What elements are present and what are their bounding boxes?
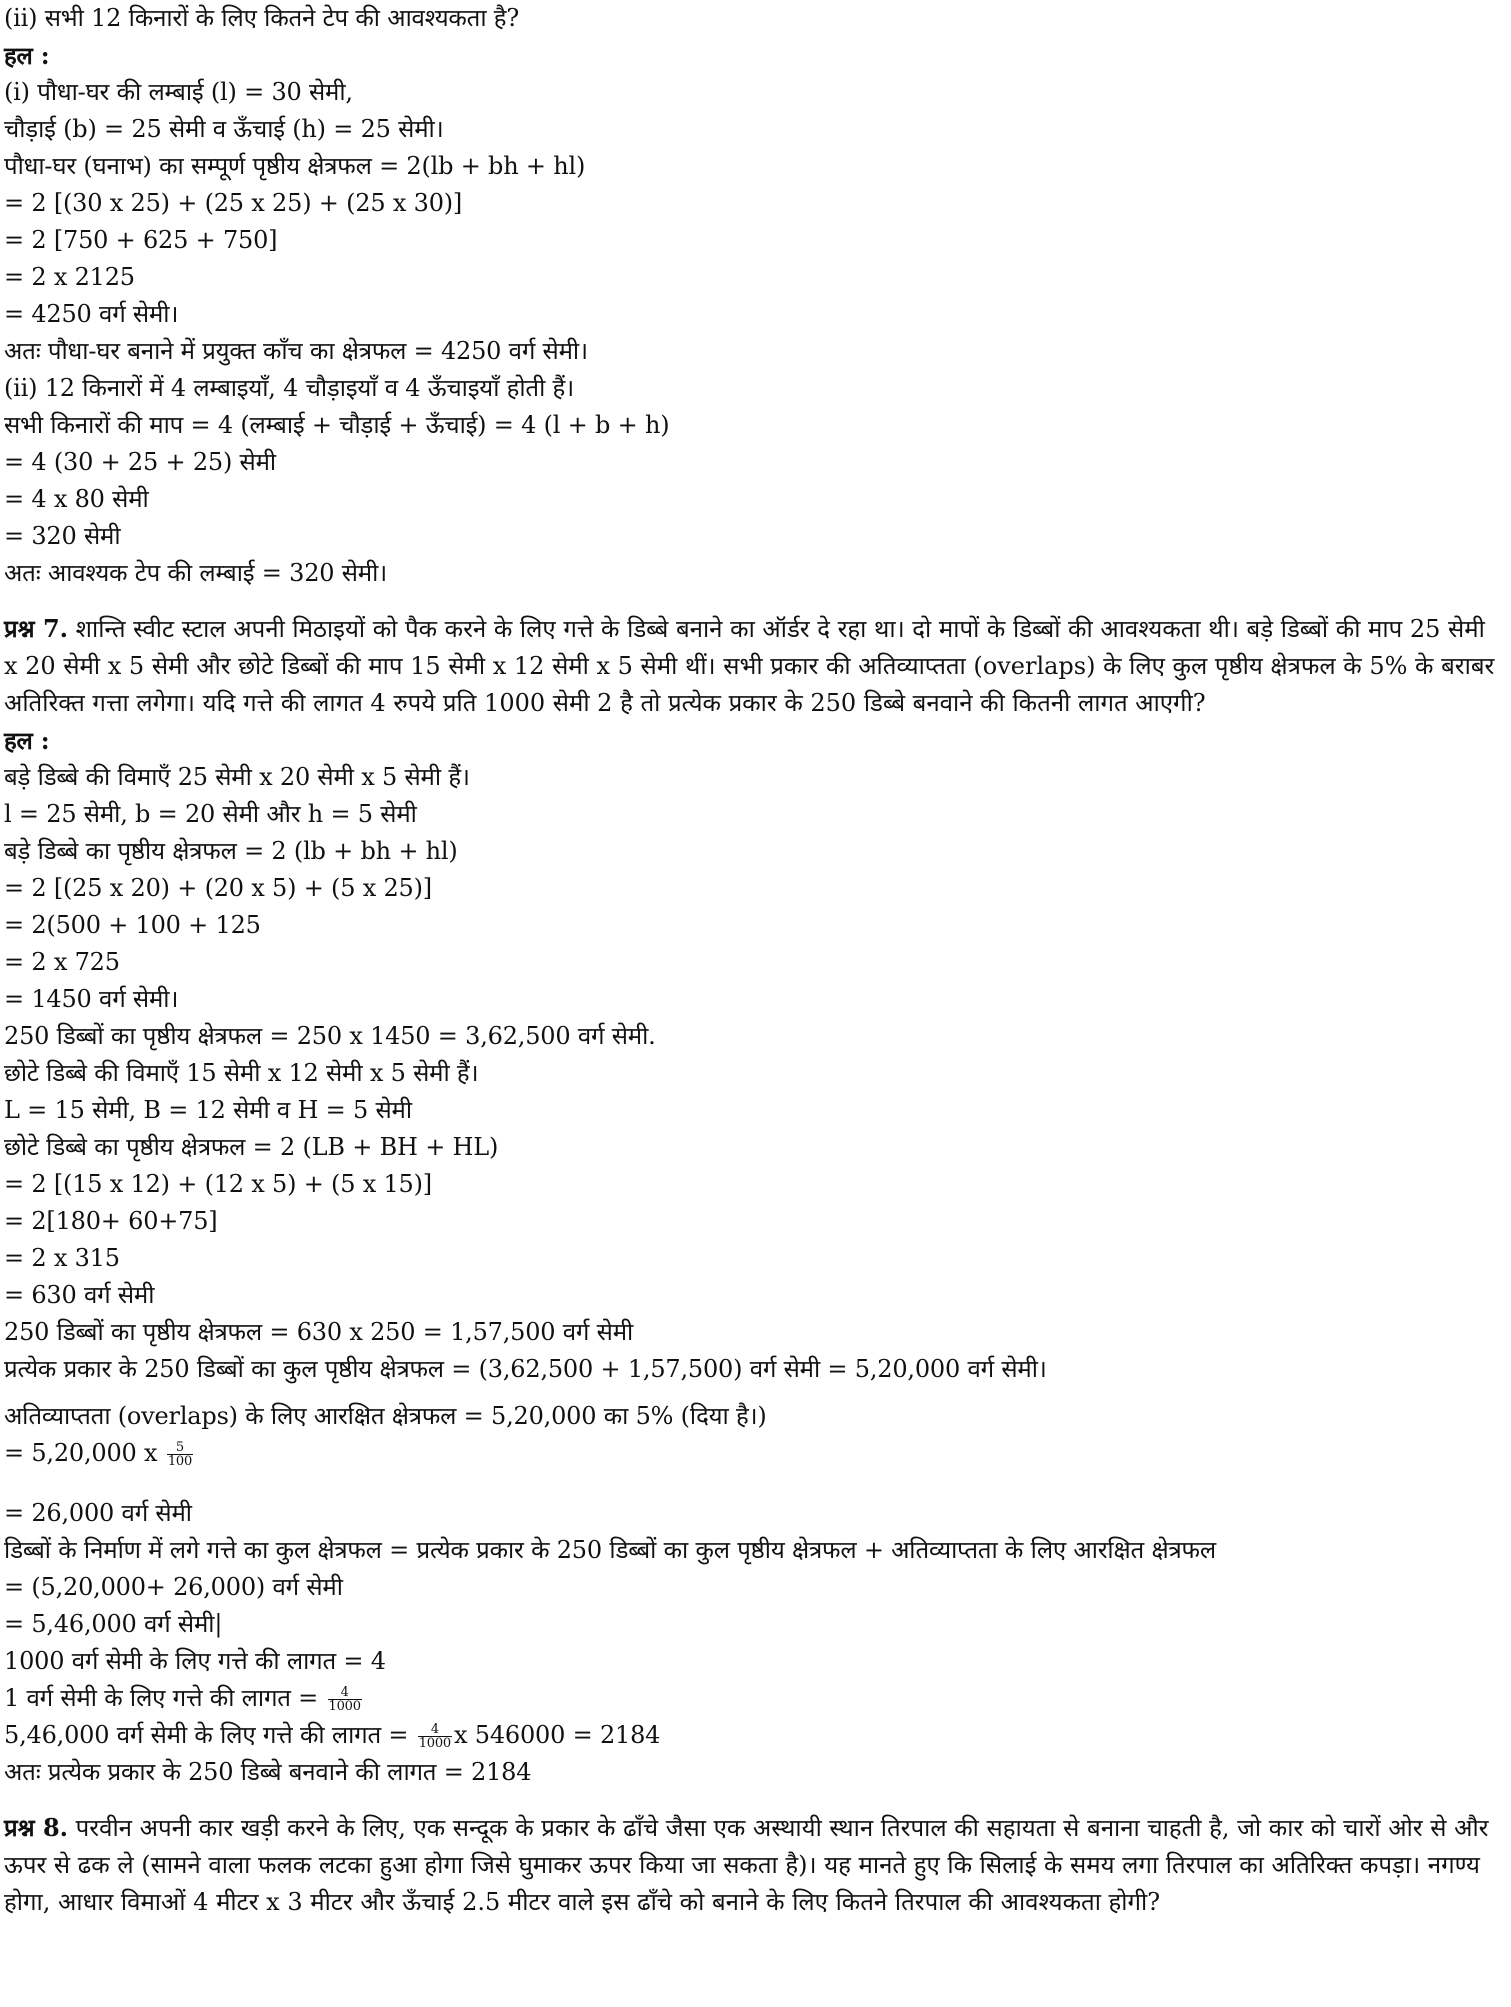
- step-line: = (5,20,000+ 26,000) वर्ग सेमी: [4, 1573, 343, 1601]
- step-line: अतः पौधा-घर बनाने में प्रयुक्त काँच का क्षेत्रफल = 4250 वर्ग सेमी।: [4, 337, 588, 365]
- question-part-ii: (ii) सभी 12 किनारों के लिए कितने टेप की आवश्यकता है?: [4, 4, 519, 32]
- step-line: सभी किनारों की माप = 4 (लम्बाई + चौड़ाई + ऊँचाई) = 4 (l + b + h): [4, 411, 670, 439]
- step-line: = 2 x 725: [4, 948, 120, 976]
- question-7-label: प्रश्न 7.: [4, 614, 69, 643]
- step-line: = 2 [(30 x 25) + (25 x 25) + (25 x 30)]: [4, 189, 463, 217]
- cost-total-prefix: 5,46,000 वर्ग सेमी के लिए गत्ते की लागत =: [4, 1721, 409, 1749]
- step-line: L = 15 सेमी, B = 12 सेमी व H = 5 सेमी: [4, 1096, 412, 1124]
- step-line: डिब्बों के निर्माण में लगे गत्ते का कुल क्षेत्रफल = प्रत्येक प्रकार के 250 डिब्बों का कुल पृष्ठीय क्षेत्रफल + अतिव्याप्तता के लिए आरक्षित क्षेत्रफल: [4, 1536, 1216, 1564]
- cost-total-line: [4, 1717, 1511, 1754]
- spacer: [4, 1791, 1511, 1809]
- step-line: = 4 x 80 सेमी: [4, 485, 149, 513]
- step-line: = 1450 वर्ग सेमी।: [4, 985, 179, 1013]
- step-line: छोटे डिब्बे का पृष्ठीय क्षेत्रफल = 2 (LB + BH + HL): [4, 1133, 499, 1161]
- step-line: प्रत्येक प्रकार के 250 डिब्बों का कुल पृष्ठीय क्षेत्रफल = (3,62,500 + 1,57,500) वर्ग सेमी = 5,20,000 वर्ग सेमी।: [4, 1355, 1047, 1383]
- step-line: बड़े डिब्बे की विमाएँ 25 सेमी x 20 सेमी x 5 सेमी हैं।: [4, 763, 470, 791]
- fraction-numerator: 5: [167, 1441, 193, 1455]
- step-line: = 2 x 315: [4, 1244, 120, 1272]
- fraction-4-over-1000: [418, 1723, 452, 1750]
- solution-heading: हल :: [4, 41, 50, 70]
- cost-per-unit-prefix: 1 वर्ग सेमी के लिए गत्ते की लागत =: [4, 1684, 319, 1712]
- step-line: = 26,000 वर्ग सेमी: [4, 1499, 192, 1527]
- fraction-denominator: 1000: [328, 1699, 361, 1714]
- overlap-calc: [4, 1435, 1511, 1495]
- step-line: 1000 वर्ग सेमी के लिए गत्ते की लागत = 4: [4, 1647, 386, 1675]
- step-line: = 2 x 2125: [4, 263, 135, 291]
- fraction-numerator: 4: [418, 1723, 452, 1737]
- final-answer: अतः प्रत्येक प्रकार के 250 डिब्बे बनवाने की लागत = 2184: [4, 1758, 532, 1786]
- question-8: [4, 1809, 1504, 1921]
- step-line: = 4250 वर्ग सेमी।: [4, 300, 179, 328]
- cost-total-suffix: x 546000 = 2184: [454, 1721, 661, 1749]
- fraction-5-over-100: [167, 1441, 193, 1468]
- solution-6-steps: [4, 74, 1511, 592]
- spacer: [4, 592, 1511, 610]
- step-line: (i) पौधा-घर की लम्बाई (l) = 30 सेमी,: [4, 78, 353, 106]
- step-line: चौड़ाई (b) = 25 सेमी व ऊँचाई (h) = 25 सेमी।: [4, 115, 444, 143]
- question-8-label: प्रश्न 8.: [4, 1813, 69, 1842]
- step-line: पौधा-घर (घनाभ) का सम्पूर्ण पृष्ठीय क्षेत्रफल = 2(lb + bh + hl): [4, 152, 586, 180]
- step-line: = 2 [(15 x 12) + (12 x 5) + (5 x 15)]: [4, 1170, 432, 1198]
- step-line: = 320 सेमी: [4, 522, 121, 550]
- step-line: 250 डिब्बों का पृष्ठीय क्षेत्रफल = 630 x 250 = 1,57,500 वर्ग सेमी: [4, 1318, 634, 1346]
- fraction-4-over-1000: [328, 1686, 362, 1713]
- step-line: = 2 [(25 x 20) + (20 x 5) + (5 x 25)]: [4, 874, 432, 902]
- solution-7-steps: [4, 759, 1511, 1791]
- overlap-line: अतिव्याप्तता (overlaps) के लिए आरक्षित क्षेत्रफल = 5,20,000 का 5% (दिया है।): [4, 1402, 767, 1430]
- question-8-text: परवीन अपनी कार खड़ी करने के लिए, एक सन्दूक के प्रकार के ढाँचे जैसा एक अस्थायी स्थान तिरपाल की सहायता से बनाना चाहती है, जो कार को चारों ओर से और ऊपर से ढक ले (सामने वाला फलक लटका हुआ होगा जिसे घुमाकर ऊपर किया जा सकता है)। यह मानते हुए कि सिलाई के समय लगा तिरपाल का अतिरिक्त कपड़ा। नगण्य होगा, आधार विमाओं 4 मीटर x 3 मीटर और ऊँचाई 2.5 मीटर वाले इस ढाँचे को बनाने के लिए कितने तिरपाल की आवश्यकता होगी?: [4, 1814, 1489, 1916]
- question-7: [4, 610, 1504, 722]
- step-line: = 2 [750 + 625 + 750]: [4, 226, 278, 254]
- spacer: [4, 1388, 1511, 1398]
- step-line: = 2(500 + 100 + 125: [4, 911, 261, 939]
- step-line: अतः आवश्यक टेप की लम्बाई = 320 सेमी।: [4, 559, 388, 587]
- overlap-calc-prefix: = 5,20,000 x: [4, 1439, 158, 1467]
- step-line: बड़े डिब्बे का पृष्ठीय क्षेत्रफल = 2 (lb + bh + hl): [4, 837, 458, 865]
- step-line: = 2[180+ 60+75]: [4, 1207, 218, 1235]
- step-line: l = 25 सेमी, b = 20 सेमी और h = 5 सेमी: [4, 800, 417, 828]
- step-line: छोटे डिब्बे की विमाएँ 15 सेमी x 12 सेमी x 5 सेमी हैं।: [4, 1059, 479, 1087]
- fraction-denominator: 100: [167, 1454, 193, 1469]
- solution-heading: हल :: [4, 726, 50, 755]
- step-line: 250 डिब्बों का पृष्ठीय क्षेत्रफल = 250 x 1450 = 3,62,500 वर्ग सेमी.: [4, 1022, 656, 1050]
- step-line: = 4 (30 + 25 + 25) सेमी: [4, 448, 276, 476]
- step-line: = 630 वर्ग सेमी: [4, 1281, 155, 1309]
- step-line: (ii) 12 किनारों में 4 लम्बाइयाँ, 4 चौड़ाइयाँ व 4 ऊँचाइयाँ होती हैं।: [4, 374, 574, 402]
- fraction-numerator: 4: [328, 1686, 362, 1700]
- step-line: = 5,46,000 वर्ग सेमी|: [4, 1610, 223, 1638]
- fraction-denominator: 1000: [418, 1736, 452, 1751]
- question-7-text: शान्ति स्वीट स्टाल अपनी मिठाइयों को पैक करने के लिए गत्ते के डिब्बे बनाने का ऑर्डर दे रहा था। दो मापों के डिब्बों की आवश्यकता थी। बड़े डिब्बों की माप 25 सेमी x 20 सेमी x 5 सेमी और छोटे डिब्बों की माप 15 सेमी x 12 सेमी x 5 सेमी थीं। सभी प्रकार की अतिव्याप्तता (overlaps) के लिए कुल पृष्ठीय क्षेत्रफल के 5% के बराबर अतिरिक्त गत्ता लगेगा। यदि गत्ते की लागत 4 रुपये प्रति 1000 सेमी 2 है तो प्रत्येक प्रकार के 250 डिब्बे बनवाने की कितनी लागत आएगी?: [4, 615, 1495, 717]
- cost-per-unit-line: [4, 1680, 1511, 1717]
